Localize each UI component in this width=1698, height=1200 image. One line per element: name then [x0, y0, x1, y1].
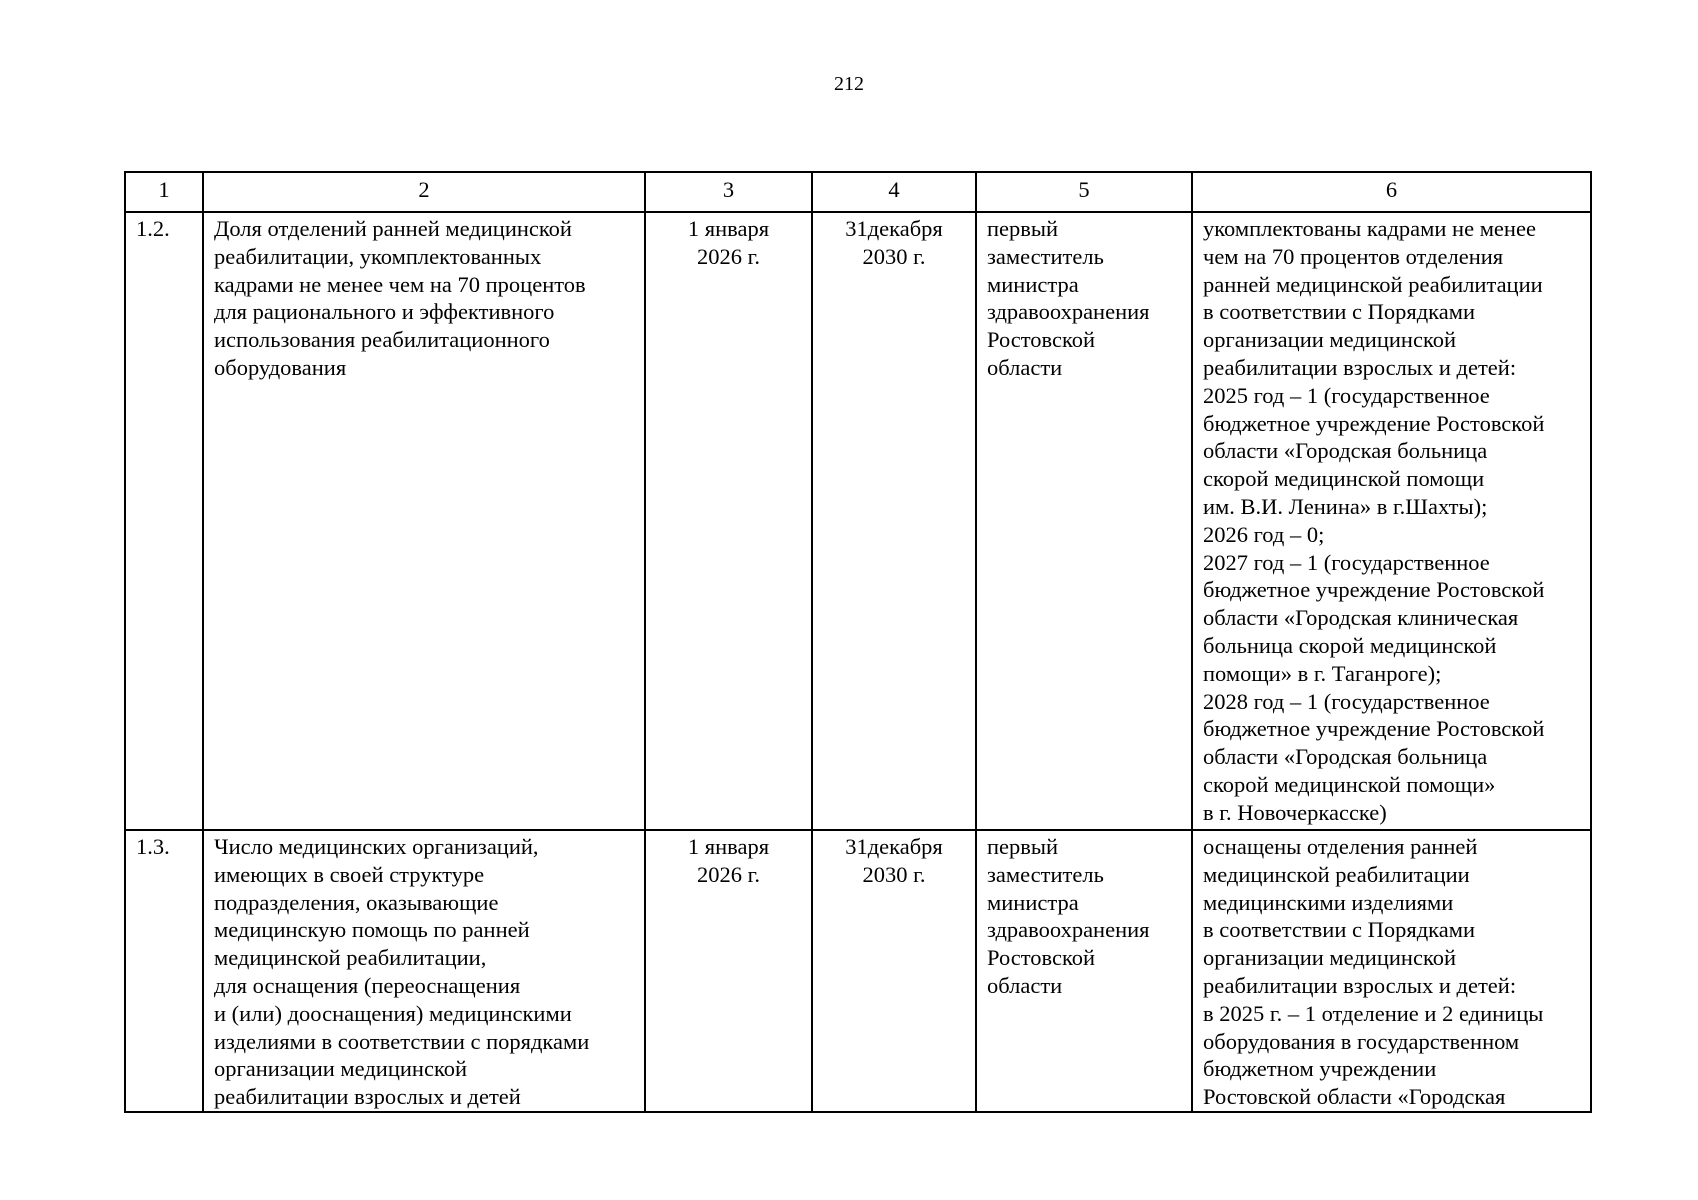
description-cell	[203, 830, 645, 1112]
description-line: изделиями в соответствии с порядками	[214, 1028, 590, 1054]
result-line: области «Городская больница	[1203, 438, 1488, 464]
responsible-line: заместитель	[987, 243, 1104, 269]
result-line: области «Городская больница	[1203, 744, 1488, 770]
start-date-cell	[645, 830, 812, 1112]
table-header-row	[125, 172, 1591, 212]
result-line: помощи» в г. Таганроге);	[1203, 660, 1442, 686]
end-date-line: 31декабря	[845, 834, 943, 859]
start-date-line: 2026 г.	[697, 861, 760, 887]
start-date-line: 1 января	[687, 216, 770, 241]
result-line: организации медицинской	[1203, 327, 1457, 353]
description-line: организации медицинской	[214, 1056, 468, 1082]
responsible-line: здравоохранения	[987, 917, 1150, 943]
result-line: 2025 год – 1 (государственное	[1203, 382, 1490, 408]
description-line: Доля отделений ранней медицинской	[214, 216, 572, 241]
header-cell-6: 6	[1192, 172, 1591, 212]
result-line: укомплектованы кадрами не менее	[1203, 216, 1536, 241]
result-line: чем на 70 процентов отделения	[1203, 243, 1504, 269]
measures-table	[124, 171, 1592, 1113]
result-line: реабилитации взрослых и детей:	[1203, 972, 1517, 998]
header-cell-3: 3	[645, 172, 812, 212]
result-cell	[1192, 212, 1591, 830]
end-date-cell	[812, 830, 976, 1112]
result-line: ранней медицинской реабилитации	[1203, 271, 1543, 297]
responsible-line: министра	[987, 889, 1079, 915]
result-line: бюджетное учреждение Ростовской	[1203, 577, 1545, 603]
start-date-cell	[645, 212, 812, 830]
result-line: 2026 год – 0;	[1203, 521, 1325, 547]
responsible-cell	[976, 830, 1192, 1112]
header-cell-1: 1	[125, 172, 203, 212]
description-line: оборудования	[214, 354, 347, 380]
responsible-cell	[976, 212, 1192, 830]
result-line: оборудования в государственном	[1203, 1028, 1520, 1054]
result-line: им. В.И. Ленина» в г.Шахты);	[1203, 493, 1488, 519]
result-line: области «Городская клиническая	[1203, 605, 1519, 631]
result-line: бюджетное учреждение Ростовской	[1203, 716, 1545, 742]
row-number-cell: 1.3.	[125, 830, 203, 1112]
end-date-line: 31декабря	[845, 216, 943, 241]
result-line: 2028 год – 1 (государственное	[1203, 688, 1490, 714]
responsible-line: Ростовской	[987, 945, 1096, 971]
responsible-line: первый	[987, 216, 1059, 241]
start-date-line: 1 января	[687, 834, 770, 859]
result-line: оснащены отделения ранней	[1203, 834, 1478, 859]
result-line: медицинской реабилитации	[1203, 861, 1470, 887]
description-line: и (или) дооснащения) медицинскими	[214, 1000, 572, 1026]
description-line: для оснащения (переоснащения	[214, 972, 521, 998]
header-cell-4: 4	[812, 172, 976, 212]
description-line: для рационального и эффективного	[214, 299, 555, 325]
result-line: скорой медицинской помощи	[1203, 466, 1485, 492]
end-date-cell	[812, 212, 976, 830]
description-line: реабилитации, укомплектованных	[214, 243, 542, 269]
responsible-line: заместитель	[987, 861, 1104, 887]
end-date-line: 2030 г.	[862, 243, 926, 269]
table-row	[125, 212, 1591, 830]
responsible-line: области	[987, 354, 1063, 380]
result-line: в соответствии с Порядками	[1203, 917, 1476, 943]
header-cell-2: 2	[203, 172, 645, 212]
description-line: медицинской реабилитации,	[214, 945, 487, 971]
result-cell	[1192, 830, 1591, 1112]
responsible-line: области	[987, 972, 1063, 998]
result-line: бюджетном учреждении	[1203, 1056, 1437, 1082]
result-line: в г. Новочеркасске)	[1203, 799, 1387, 825]
row-number-cell: 1.2.	[125, 212, 203, 830]
result-line: больница скорой медицинской	[1203, 632, 1497, 658]
description-line: Число медицинских организаций,	[214, 834, 539, 859]
result-line: Ростовской области «Городская	[1203, 1084, 1506, 1110]
end-date-line: 2030 г.	[862, 861, 926, 887]
description-cell	[203, 212, 645, 830]
description-line: медицинскую помощь по ранней	[214, 917, 530, 943]
table-row	[125, 830, 1591, 1112]
description-line: реабилитации взрослых и детей	[214, 1084, 521, 1110]
result-line: организации медицинской	[1203, 945, 1457, 971]
result-line: реабилитации взрослых и детей:	[1203, 354, 1517, 380]
header-cell-5: 5	[976, 172, 1192, 212]
start-date-line: 2026 г.	[697, 243, 760, 269]
description-line: использования реабилитационного	[214, 327, 550, 353]
description-line: имеющих в своей структуре	[214, 861, 485, 887]
responsible-line: первый	[987, 834, 1059, 859]
description-line: кадрами не менее чем на 70 процентов	[214, 271, 586, 297]
responsible-line: здравоохранения	[987, 299, 1150, 325]
result-line: в 2025 г. – 1 отделение и 2 единицы	[1203, 1000, 1544, 1026]
description-line: подразделения, оказывающие	[214, 889, 499, 915]
result-line: скорой медицинской помощи»	[1203, 771, 1496, 797]
responsible-line: министра	[987, 271, 1079, 297]
responsible-line: Ростовской	[987, 327, 1096, 353]
result-line: медицинскими изделиями	[1203, 889, 1454, 915]
page-number: 212	[834, 73, 864, 95]
result-line: бюджетное учреждение Ростовской	[1203, 410, 1545, 436]
result-line: в соответствии с Порядками	[1203, 299, 1476, 325]
result-line: 2027 год – 1 (государственное	[1203, 549, 1490, 575]
